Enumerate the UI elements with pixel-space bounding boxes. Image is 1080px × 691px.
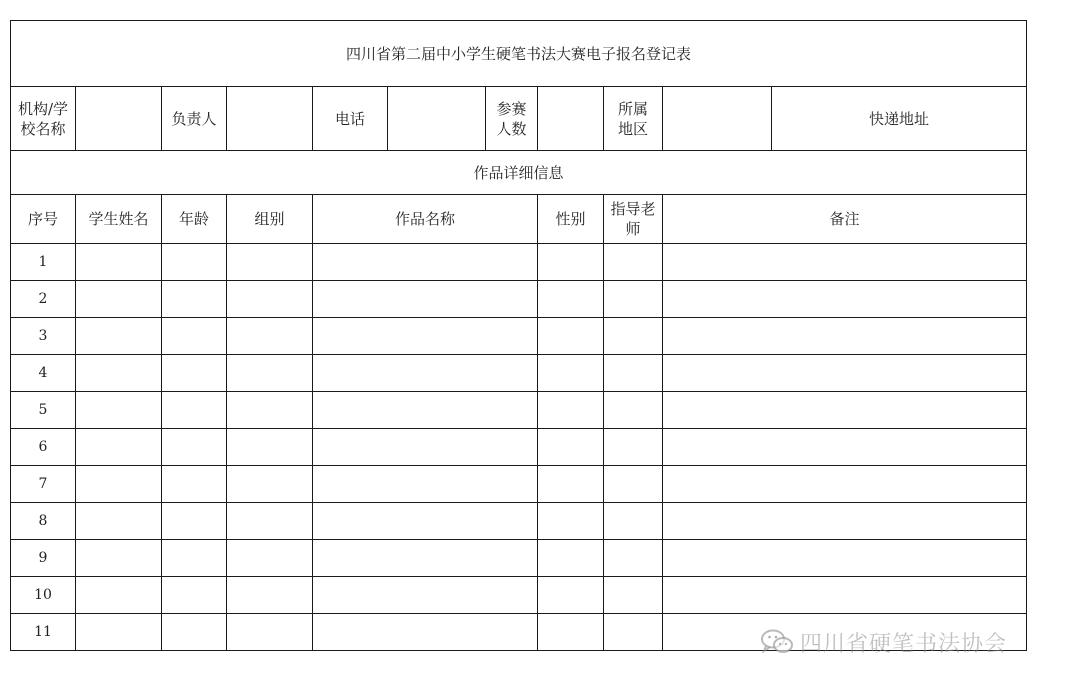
org-field[interactable] <box>76 87 162 151</box>
age-field[interactable] <box>162 466 227 503</box>
student-name-field[interactable] <box>76 429 162 466</box>
work-title-field[interactable] <box>313 244 538 281</box>
age-field[interactable] <box>162 244 227 281</box>
work-title-field[interactable] <box>313 503 538 540</box>
table-row <box>11 244 1027 281</box>
work-title-field[interactable] <box>313 540 538 577</box>
remarks-field[interactable] <box>663 503 1027 540</box>
participants-field[interactable] <box>538 87 604 151</box>
work-title-field[interactable] <box>313 318 538 355</box>
gender-field[interactable] <box>538 577 604 614</box>
student-name-field[interactable] <box>76 392 162 429</box>
group-field[interactable] <box>227 540 313 577</box>
region-label: 所属 地区 <box>604 87 663 151</box>
teacher-field[interactable] <box>604 318 663 355</box>
col-teacher: 指导老师 <box>604 195 663 244</box>
student-name-field[interactable] <box>76 466 162 503</box>
table-row <box>11 540 1027 577</box>
table-row <box>11 503 1027 540</box>
row-index: 10 <box>11 577 76 614</box>
col-gender: 性别 <box>538 195 604 244</box>
teacher-field[interactable] <box>604 429 663 466</box>
age-field[interactable] <box>162 281 227 318</box>
work-title-field[interactable] <box>313 614 538 651</box>
col-index: 序号 <box>11 195 76 244</box>
table-row <box>11 577 1027 614</box>
age-field[interactable] <box>162 503 227 540</box>
table-row <box>11 614 1027 651</box>
student-name-field[interactable] <box>76 281 162 318</box>
row-index: 1 <box>11 244 76 281</box>
remarks-field[interactable] <box>663 392 1027 429</box>
work-title-field[interactable] <box>313 355 538 392</box>
remarks-field[interactable] <box>663 281 1027 318</box>
teacher-field[interactable] <box>604 244 663 281</box>
remarks-field[interactable] <box>663 429 1027 466</box>
age-field[interactable] <box>162 614 227 651</box>
row-index: 8 <box>11 503 76 540</box>
registration-sheet <box>10 20 1027 651</box>
age-field[interactable] <box>162 577 227 614</box>
remarks-field[interactable] <box>663 540 1027 577</box>
watermark-text: 四川省硬笔书法协会 <box>800 631 1008 657</box>
remarks-field[interactable] <box>663 355 1027 392</box>
age-field[interactable] <box>162 392 227 429</box>
col-group: 组别 <box>227 195 313 244</box>
student-name-field[interactable] <box>76 577 162 614</box>
age-field[interactable] <box>162 355 227 392</box>
group-field[interactable] <box>227 577 313 614</box>
gender-field[interactable] <box>538 244 604 281</box>
gender-field[interactable] <box>538 503 604 540</box>
group-field[interactable] <box>227 318 313 355</box>
age-field[interactable] <box>162 318 227 355</box>
registration-table <box>10 20 1027 651</box>
leader-label: 负责人 <box>162 87 227 151</box>
remarks-field[interactable] <box>663 466 1027 503</box>
teacher-field[interactable] <box>604 540 663 577</box>
section-title: 作品详细信息 <box>11 151 1027 195</box>
phone-field[interactable] <box>388 87 486 151</box>
leader-field[interactable] <box>227 87 313 151</box>
row-index: 6 <box>11 429 76 466</box>
gender-field[interactable] <box>538 466 604 503</box>
row-index: 9 <box>11 540 76 577</box>
gender-field[interactable] <box>538 355 604 392</box>
gender-field[interactable] <box>538 318 604 355</box>
row-index: 7 <box>11 466 76 503</box>
group-field[interactable] <box>227 392 313 429</box>
teacher-field[interactable] <box>604 466 663 503</box>
participants-label: 参赛 人数 <box>486 87 538 151</box>
group-field[interactable] <box>227 429 313 466</box>
row-index: 11 <box>11 614 76 651</box>
remarks-field[interactable] <box>663 614 1027 651</box>
work-title-field[interactable] <box>313 281 538 318</box>
work-title-field[interactable] <box>313 429 538 466</box>
remarks-field[interactable] <box>663 318 1027 355</box>
table-row <box>11 281 1027 318</box>
group-field[interactable] <box>227 614 313 651</box>
table-row <box>11 466 1027 503</box>
student-name-field[interactable] <box>76 244 162 281</box>
student-name-field[interactable] <box>76 540 162 577</box>
address-label: 快递地址 <box>868 109 929 128</box>
gender-field[interactable] <box>538 429 604 466</box>
table-row <box>11 318 1027 355</box>
remarks-field[interactable] <box>663 244 1027 281</box>
table-row <box>11 392 1027 429</box>
table-row <box>11 355 1027 392</box>
org-label: 机构/学 校名称 <box>11 87 76 151</box>
student-name-field[interactable] <box>76 614 162 651</box>
teacher-field[interactable] <box>604 577 663 614</box>
teacher-field[interactable] <box>604 392 663 429</box>
row-index: 4 <box>11 355 76 392</box>
teacher-field[interactable] <box>604 614 663 651</box>
row-index: 2 <box>11 281 76 318</box>
age-field[interactable] <box>162 429 227 466</box>
student-name-field[interactable] <box>76 355 162 392</box>
teacher-field[interactable] <box>604 281 663 318</box>
address-cell <box>772 87 1027 151</box>
student-name-field[interactable] <box>76 318 162 355</box>
gender-field[interactable] <box>538 392 604 429</box>
teacher-field[interactable] <box>604 503 663 540</box>
group-field[interactable] <box>227 355 313 392</box>
teacher-field[interactable] <box>604 355 663 392</box>
work-title-field[interactable] <box>313 577 538 614</box>
col-remarks: 备注 <box>663 195 1027 244</box>
remarks-field[interactable] <box>663 577 1027 614</box>
row-index: 3 <box>11 318 76 355</box>
gender-field[interactable] <box>538 540 604 577</box>
group-field[interactable] <box>227 281 313 318</box>
group-field[interactable] <box>227 244 313 281</box>
gender-field[interactable] <box>538 281 604 318</box>
form-title: 四川省第二届中小学生硬笔书法大赛电子报名登记表 <box>11 21 1027 87</box>
col-age: 年龄 <box>162 195 227 244</box>
group-field[interactable] <box>227 503 313 540</box>
work-title-field[interactable] <box>313 466 538 503</box>
gender-field[interactable] <box>538 614 604 651</box>
student-name-field[interactable] <box>76 503 162 540</box>
work-title-field[interactable] <box>313 392 538 429</box>
col-work-title: 作品名称 <box>313 195 538 244</box>
row-index: 5 <box>11 392 76 429</box>
age-field[interactable] <box>162 540 227 577</box>
table-row <box>11 429 1027 466</box>
col-student-name: 学生姓名 <box>76 195 162 244</box>
region-field[interactable] <box>663 87 772 151</box>
phone-label: 电话 <box>313 87 388 151</box>
group-field[interactable] <box>227 466 313 503</box>
